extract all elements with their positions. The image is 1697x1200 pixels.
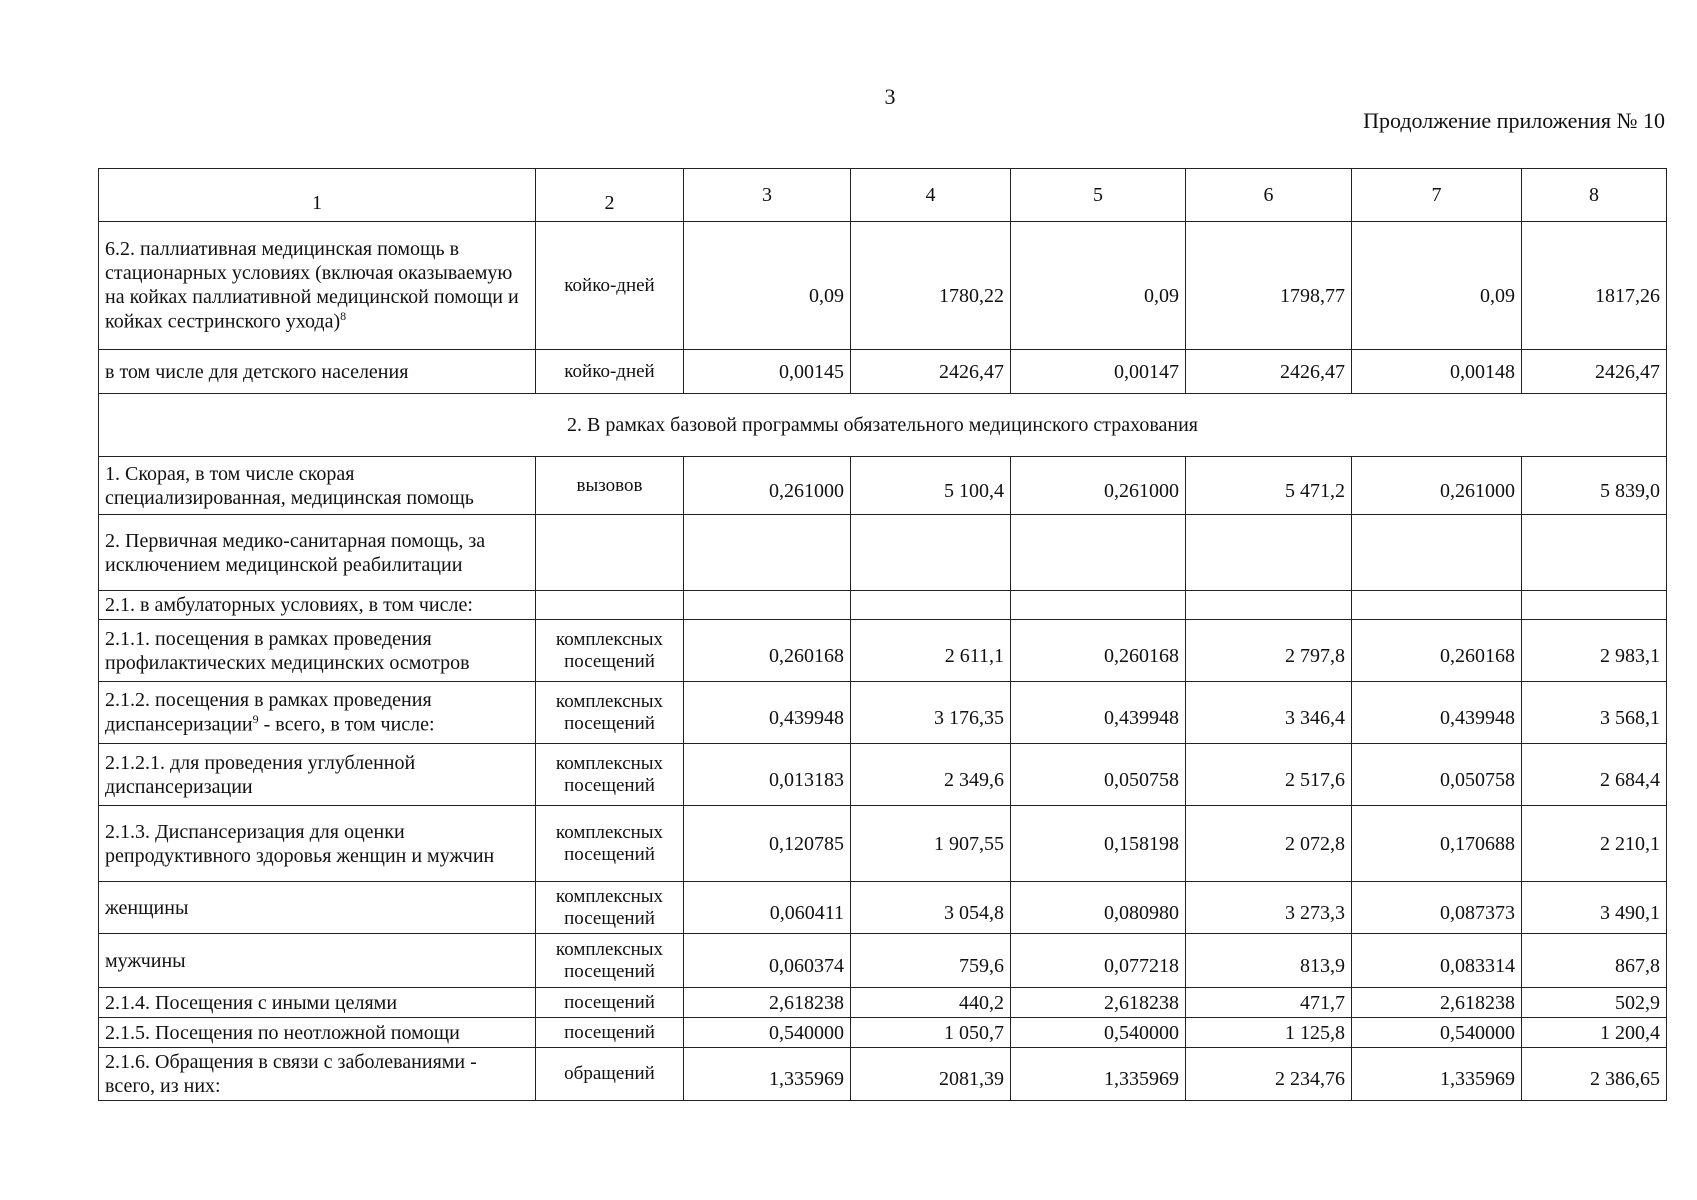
row-value: 2 517,6 [1186, 744, 1352, 806]
row-value: 3 273,3 [1186, 882, 1352, 934]
row-name: женщины [99, 882, 536, 934]
row-value: 5 100,4 [851, 457, 1011, 515]
row-name: 2.1.1. посещения в рамках проведения профилактических медицинских осмотров [99, 620, 536, 682]
row-name: 2.1.3. Диспансеризация для оценки репродуктивного здоровья женщин и мужчин [99, 806, 536, 882]
row-value: 2 072,8 [1186, 806, 1352, 882]
row-unit: комплексных посещений [536, 806, 684, 882]
row-value: 5 839,0 [1522, 457, 1667, 515]
row-value: 1,335969 [1352, 1048, 1522, 1101]
row-value: 2 797,8 [1186, 620, 1352, 682]
row-value: 2 611,1 [851, 620, 1011, 682]
column-header: 1 [99, 169, 536, 222]
row-value: 2 983,1 [1522, 620, 1667, 682]
row-value: 0,060374 [684, 934, 851, 988]
row-value [851, 591, 1011, 620]
row-name: 2. Первичная медико-санитарная помощь, за исключением медицинской реабилитации [99, 515, 536, 591]
table-row [99, 591, 1667, 620]
row-value: 0,083314 [1352, 934, 1522, 988]
row-name: 2.1.2.1. для проведения углубленной диспансеризации [99, 744, 536, 806]
row-value: 0,050758 [1011, 744, 1186, 806]
row-value: 0,00148 [1352, 350, 1522, 394]
row-name: 2.1.4. Посещения с иными целями [99, 988, 536, 1018]
row-value: 0,09 [684, 222, 851, 350]
row-value [1522, 591, 1667, 620]
row-value [1186, 515, 1352, 591]
row-value: 1 200,4 [1522, 1018, 1667, 1048]
table-row [99, 515, 1667, 591]
table-row [99, 806, 1667, 882]
row-value: 0,170688 [1352, 806, 1522, 882]
row-value: 0,013183 [684, 744, 851, 806]
row-value: 0,087373 [1352, 882, 1522, 934]
column-number-row [99, 169, 1667, 222]
row-value: 0,260168 [1352, 620, 1522, 682]
row-value: 502,9 [1522, 988, 1667, 1018]
row-value [851, 515, 1011, 591]
row-unit [536, 591, 684, 620]
row-unit: комплексных посещений [536, 682, 684, 744]
row-value [1352, 515, 1522, 591]
row-value: 2,618238 [684, 988, 851, 1018]
row-value [1186, 591, 1352, 620]
column-header: 2 [536, 169, 684, 222]
row-value: 1,335969 [684, 1048, 851, 1101]
row-name: мужчины [99, 934, 536, 988]
row-value: 2426,47 [851, 350, 1011, 394]
row-value: 0,060411 [684, 882, 851, 934]
row-value: 0,260168 [684, 620, 851, 682]
row-value: 3 054,8 [851, 882, 1011, 934]
row-value: 2081,39 [851, 1048, 1011, 1101]
row-value [1352, 591, 1522, 620]
row-value: 3 346,4 [1186, 682, 1352, 744]
row-value: 2 684,4 [1522, 744, 1667, 806]
table-row [99, 882, 1667, 934]
row-value: 0,540000 [684, 1018, 851, 1048]
row-value: 0,540000 [1011, 1018, 1186, 1048]
row-unit: комплексных посещений [536, 934, 684, 988]
appendix-title: Продолжение приложения № 10 [1363, 108, 1665, 133]
row-value: 3 490,1 [1522, 882, 1667, 934]
row-value [684, 591, 851, 620]
row-value: 2426,47 [1522, 350, 1667, 394]
row-value [1522, 515, 1667, 591]
row-value: 2,618238 [1011, 988, 1186, 1018]
row-value: 0,120785 [684, 806, 851, 882]
table-row [99, 682, 1667, 744]
row-value: 1780,22 [851, 222, 1011, 350]
section-row [99, 394, 1667, 457]
row-value: 0,540000 [1352, 1018, 1522, 1048]
row-value [1011, 591, 1186, 620]
column-header: 3 [684, 169, 851, 222]
row-value: 1 125,8 [1186, 1018, 1352, 1048]
table-row [99, 620, 1667, 682]
row-name: 2.1.5. Посещения по неотложной помощи [99, 1018, 536, 1048]
row-unit: вызовов [536, 457, 684, 515]
row-unit: посещений [536, 1018, 684, 1048]
row-unit: комплексных посещений [536, 744, 684, 806]
column-header: 4 [851, 169, 1011, 222]
row-value: 0,261000 [1352, 457, 1522, 515]
row-value: 2426,47 [1186, 350, 1352, 394]
row-value: 867,8 [1522, 934, 1667, 988]
row-value: 1 907,55 [851, 806, 1011, 882]
row-value: 2 386,65 [1522, 1048, 1667, 1101]
row-value: 2,618238 [1352, 988, 1522, 1018]
table-row [99, 350, 1667, 394]
row-value: 0,077218 [1011, 934, 1186, 988]
row-value: 3 176,35 [851, 682, 1011, 744]
table-row [99, 744, 1667, 806]
row-value: 440,2 [851, 988, 1011, 1018]
row-unit: койко-дней [536, 350, 684, 394]
row-value: 0,00145 [684, 350, 851, 394]
row-value: 0,09 [1352, 222, 1522, 350]
table-row [99, 1018, 1667, 1048]
row-unit: обращений [536, 1048, 684, 1101]
row-unit [536, 515, 684, 591]
row-value: 1 050,7 [851, 1018, 1011, 1048]
row-name: 6.2. паллиативная медицинская помощь в стационарных условиях (включая оказываемую на койках паллиативной медицинской помощи и койках сестринского ухода)$^8$ [99, 222, 536, 350]
column-header: 8 [1522, 169, 1667, 222]
row-value: 471,7 [1186, 988, 1352, 1018]
row-unit: посещений [536, 988, 684, 1018]
row-name: 2.1.6. Обращения в связи с заболеваниями - всего, из них: [99, 1048, 536, 1101]
row-value: 0,439948 [684, 682, 851, 744]
row-value: 1,335969 [1011, 1048, 1186, 1101]
page-number: 3 [884, 84, 896, 109]
row-name: 2.1. в амбулаторных условиях, в том числе: [99, 591, 536, 620]
row-value: 1798,77 [1186, 222, 1352, 350]
row-unit: комплексных посещений [536, 882, 684, 934]
row-value [1011, 515, 1186, 591]
tariff-table [98, 168, 1667, 1101]
row-value: 0,261000 [1011, 457, 1186, 515]
table-row [99, 988, 1667, 1018]
row-value: 813,9 [1186, 934, 1352, 988]
row-value: 5 471,2 [1186, 457, 1352, 515]
row-name: 2.1.2. посещения в рамках проведения диспансеризации$^9$ - всего, в том числе: [99, 682, 536, 744]
row-value: 0,439948 [1011, 682, 1186, 744]
row-value: 2 349,6 [851, 744, 1011, 806]
row-name: в том числе для детского населения [99, 350, 536, 394]
row-unit: комплексных посещений [536, 620, 684, 682]
row-value: 0,260168 [1011, 620, 1186, 682]
row-value: 759,6 [851, 934, 1011, 988]
row-value: 0,050758 [1352, 744, 1522, 806]
row-value: 2 210,1 [1522, 806, 1667, 882]
row-name: 1. Скорая, в том числе скорая специализированная, медицинская помощь [99, 457, 536, 515]
table-row [99, 1048, 1667, 1101]
row-value: 0,439948 [1352, 682, 1522, 744]
row-value [684, 515, 851, 591]
row-value: 0,261000 [684, 457, 851, 515]
row-value: 0,09 [1011, 222, 1186, 350]
table-row [99, 222, 1667, 350]
row-value: 3 568,1 [1522, 682, 1667, 744]
table-row [99, 457, 1667, 515]
row-value: 0,158198 [1011, 806, 1186, 882]
row-value: 0,080980 [1011, 882, 1186, 934]
row-value: 2 234,76 [1186, 1048, 1352, 1101]
column-header: 5 [1011, 169, 1186, 222]
row-value: 1817,26 [1522, 222, 1667, 350]
section-title: 2. В рамках базовой программы обязательного медицинского страхования [99, 394, 1667, 457]
column-header: 6 [1186, 169, 1352, 222]
row-value: 0,00147 [1011, 350, 1186, 394]
column-header: 7 [1352, 169, 1522, 222]
row-unit: койко-дней [536, 222, 684, 350]
table-row [99, 934, 1667, 988]
